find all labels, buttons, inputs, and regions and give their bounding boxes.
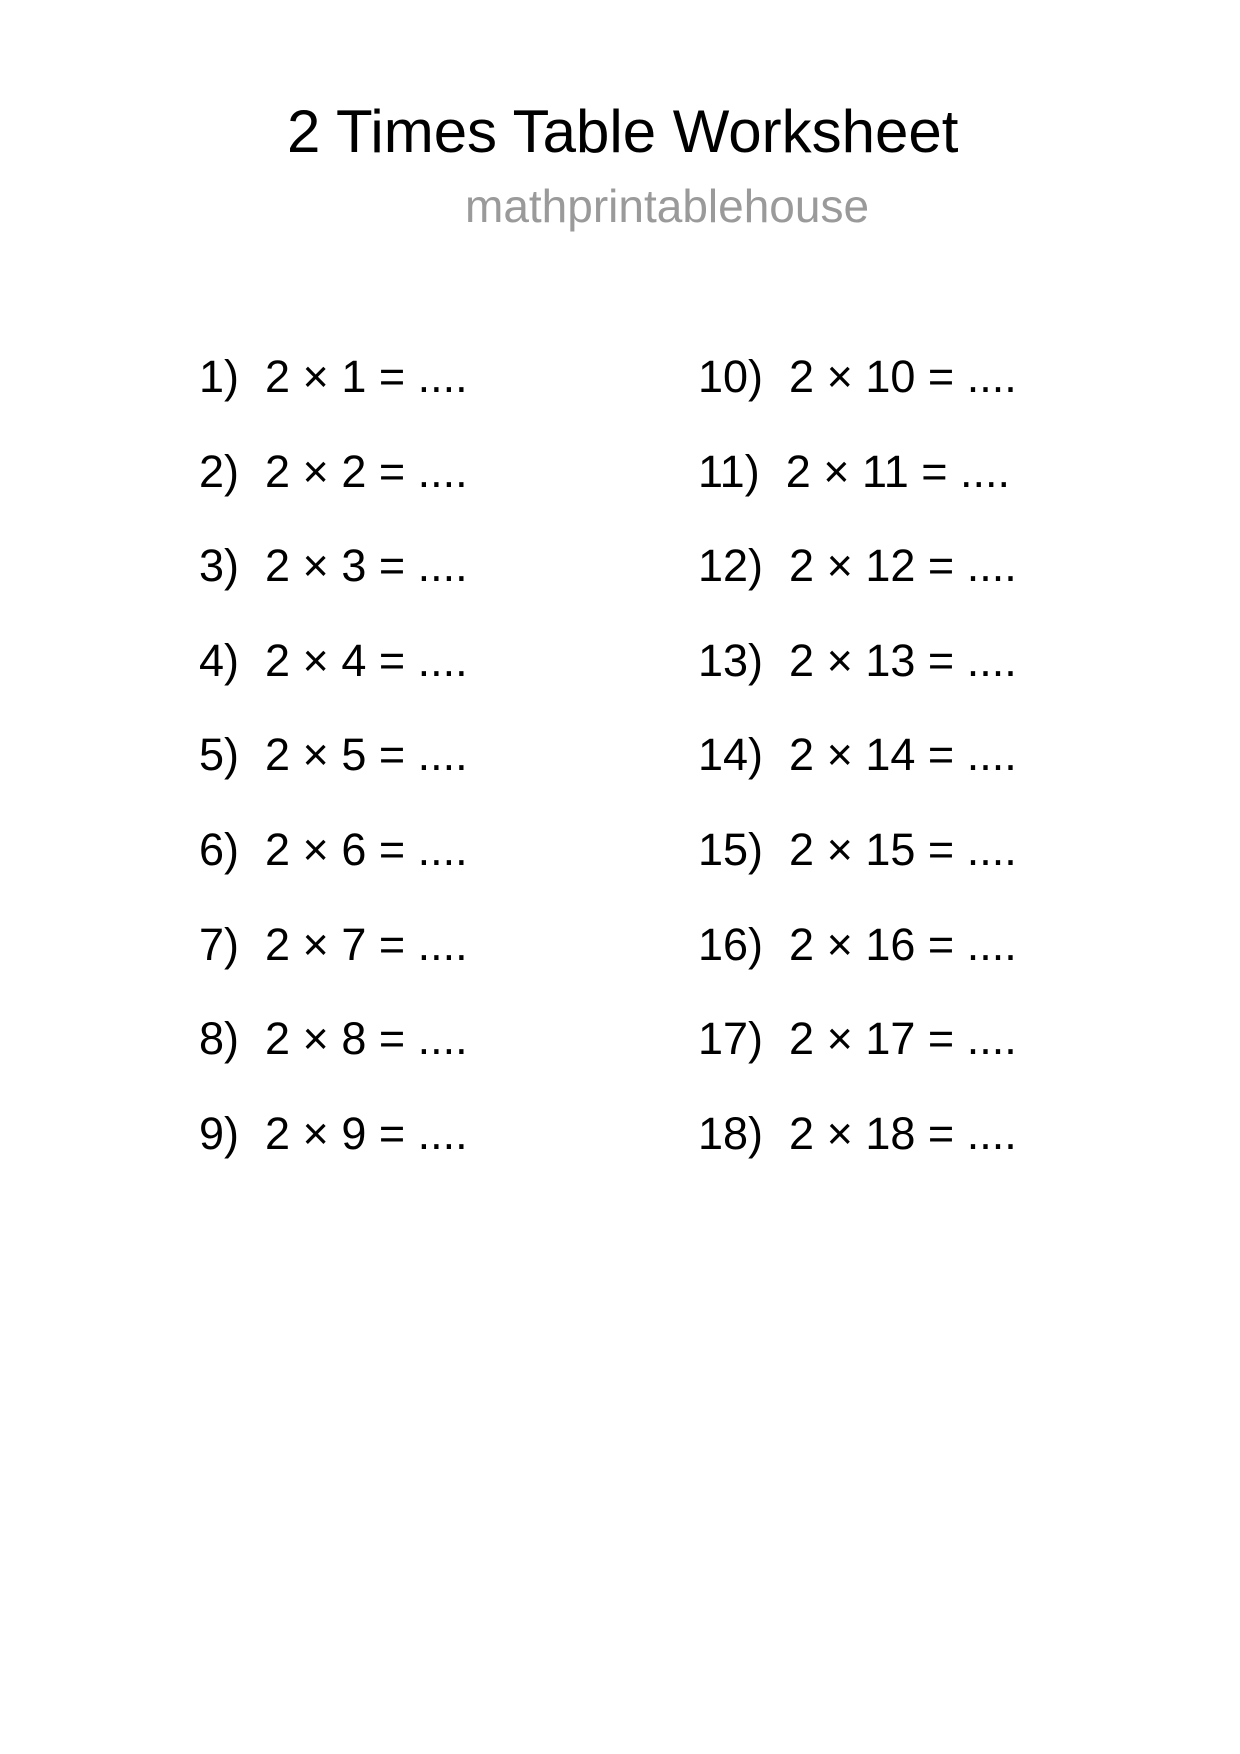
- problem-number: 10): [698, 351, 764, 402]
- problem-number: 9): [199, 1107, 240, 1159]
- problem-number: 1): [199, 351, 240, 402]
- problem-number: 8): [199, 1013, 240, 1065]
- problem-row: [698, 519, 1017, 614]
- problem-expression: 2 × 7 = ....: [265, 918, 468, 970]
- problem-number: 13): [698, 634, 764, 686]
- problem-number: 3): [199, 540, 240, 592]
- problem-expression: 2 × 4 = ....: [265, 634, 468, 686]
- problem-number: 14): [698, 729, 764, 781]
- problem-row: [698, 1087, 1017, 1182]
- problem-expression: 2 × 1 = ....: [265, 351, 468, 402]
- problem-number: 11): [698, 445, 760, 497]
- problem-expression: 2 × 17 = ....: [789, 1013, 1017, 1065]
- problem-expression: 2 × 9 = ....: [265, 1107, 468, 1159]
- problem-row: [199, 330, 468, 425]
- problems-column-left: [199, 330, 468, 1181]
- problem-row: [199, 803, 468, 898]
- problem-expression: 2 × 8 = ....: [265, 1013, 468, 1065]
- problem-row: [698, 898, 1017, 993]
- problem-number: 17): [698, 1013, 764, 1065]
- problem-expression: 2 × 10 = ....: [789, 351, 1017, 402]
- problem-expression: 2 × 14 = ....: [789, 729, 1017, 781]
- problem-expression: 2 × 12 = ....: [789, 540, 1017, 592]
- brand-subtitle: mathprintablehouse: [465, 180, 870, 232]
- problem-expression: 2 × 2 = ....: [265, 445, 468, 497]
- problem-expression: 2 × 13 = ....: [789, 634, 1017, 686]
- problem-row: [199, 708, 468, 803]
- problem-number: 4): [199, 634, 240, 686]
- problem-expression: 2 × 16 = ....: [789, 918, 1017, 970]
- problem-row: [698, 803, 1017, 898]
- worksheet-title: 2 Times Table Worksheet: [287, 98, 959, 165]
- problem-number: 6): [199, 823, 240, 875]
- problem-expression: 2 × 3 = ....: [265, 540, 468, 592]
- problem-row: [199, 425, 468, 520]
- problem-row: [698, 992, 1017, 1087]
- problem-number: 15): [698, 823, 764, 875]
- problem-row: [199, 992, 468, 1087]
- problem-number: 18): [698, 1107, 764, 1159]
- problem-expression: 2 × 5 = ....: [265, 729, 468, 781]
- problem-row: [698, 614, 1017, 709]
- problem-expression: 2 × 6 = ....: [265, 823, 468, 875]
- problem-expression: 2 × 11 = ....: [785, 445, 1011, 497]
- problem-row: [698, 708, 1017, 803]
- problem-expression: 2 × 15 = ....: [789, 823, 1017, 875]
- problem-row: [698, 330, 1017, 425]
- problem-row: [199, 614, 468, 709]
- problems-column-right: [698, 330, 1017, 1181]
- problem-expression: 2 × 18 = ....: [789, 1107, 1017, 1159]
- problem-row: [199, 519, 468, 614]
- problem-row: [199, 898, 468, 993]
- problem-row: [199, 1087, 468, 1182]
- problem-row: [698, 425, 1017, 520]
- problem-number: 16): [698, 918, 764, 970]
- problem-number: 7): [199, 918, 240, 970]
- problem-number: 5): [199, 729, 240, 781]
- problem-number: 2): [199, 445, 240, 497]
- problem-number: 12): [698, 540, 764, 592]
